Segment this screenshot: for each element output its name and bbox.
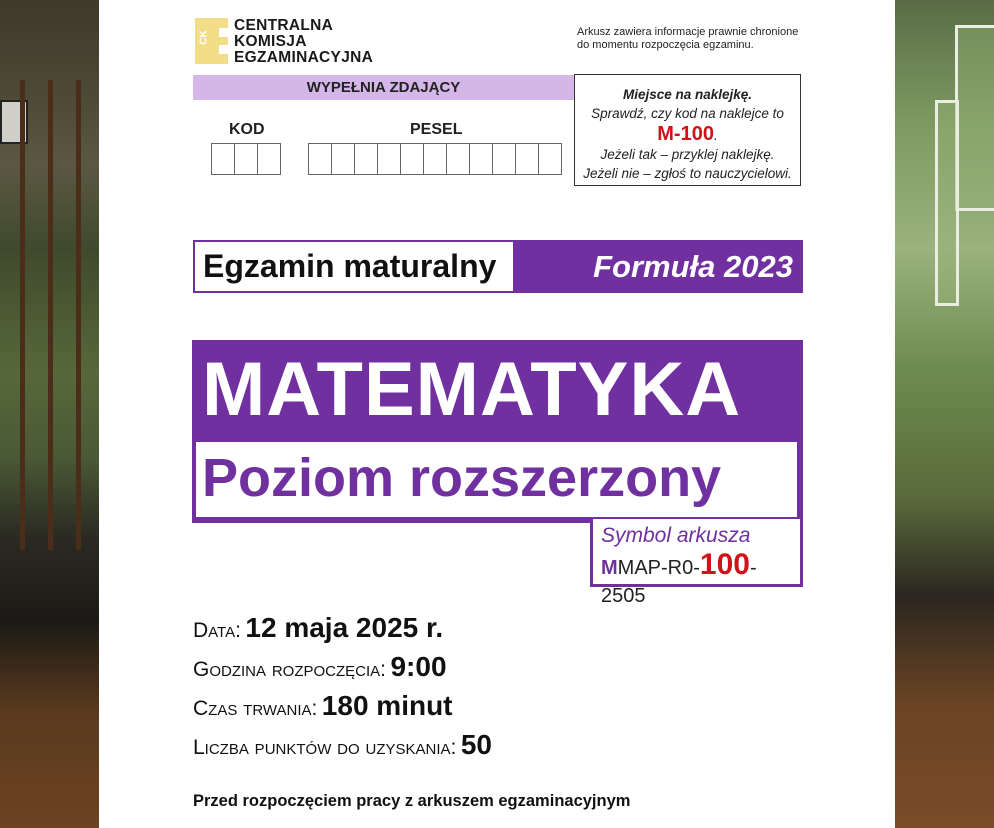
symbol-suffix: -2505 [601,557,757,607]
logo-text [234,18,373,66]
info-value: 180 minut [321,690,453,721]
cke-logo [195,18,373,66]
candidate-fill-band: WYPEŁNIA ZDAJĄCY [193,75,574,100]
pesel-box[interactable] [515,143,539,175]
sheet-symbol-code [593,548,800,610]
sticker-code-suffix: . [713,128,718,143]
pesel-box[interactable] [354,143,378,175]
info-value: 12 maja 2025 r. [245,612,444,643]
logo-mark-text: CK [198,30,210,45]
symbol-number: 100 [699,548,750,581]
logo-line: KOMISJA [234,33,307,50]
info-key: Liczba punktów do uzyskania: [193,736,457,759]
exam-cover-page [99,0,895,828]
info-value: 50 [460,729,492,760]
logo-line: EGZAMINACYJNA [234,49,374,66]
pesel-box[interactable] [331,143,355,175]
wall-bar [48,80,53,550]
legal-notice [577,26,798,52]
sticker-line: Jeżeli tak – przyklej naklejkę. [600,147,775,162]
info-key: Data: [193,619,241,642]
info-key: Godzina rozpoczęcia: [193,658,387,681]
info-duration [193,690,453,722]
wall-bar [76,80,81,550]
symbol-prefix: MAP-R0- [617,557,700,579]
subject-block [192,340,803,523]
kod-box[interactable] [211,143,235,175]
cke-logo-icon [195,18,228,64]
sheet-symbol-box [590,519,803,607]
pesel-box[interactable] [308,143,332,175]
exam-formula: Formuła 2023 [515,242,801,291]
sticker-placeholder-box [574,74,801,186]
sticker-line: Jeżeli nie – zgłoś to nauczycielowi. [583,166,792,181]
subject-level: Poziom rozszerzony [196,442,797,517]
sheet-symbol-label: Symbol arkusza [601,524,751,547]
symbol-prefix-m: M [601,557,618,579]
kod-box[interactable] [257,143,281,175]
before-start-heading: Przed rozpoczęciem pracy z arkuszem egzaminacyjnym [193,792,631,810]
sticker-title: Miejsce na naklejkę. [622,87,753,102]
sticker-code: M-100 [657,123,714,145]
pesel-box[interactable] [469,143,493,175]
pesel-box[interactable] [446,143,470,175]
info-points [193,729,492,761]
background-photo-right [895,0,994,828]
kod-box[interactable] [234,143,258,175]
logo-line: CENTRALNA [234,17,334,34]
pesel-box[interactable] [492,143,516,175]
kod-input-boxes[interactable] [211,143,280,175]
pesel-label: PESEL [410,121,463,138]
window [955,25,994,211]
window [935,100,959,306]
pesel-input-boxes[interactable] [308,143,561,175]
exam-type: Egzamin maturalny [195,242,515,291]
pesel-box[interactable] [538,143,562,175]
sticker-line: Sprawdź, czy kod na naklejce to [591,106,784,121]
info-start-time [193,651,447,683]
info-key: Czas trwania: [193,697,318,720]
pesel-box[interactable] [377,143,401,175]
background-photo-left [0,0,99,828]
pesel-box[interactable] [400,143,424,175]
wall-bar [20,80,25,550]
kod-label: KOD [229,121,265,138]
info-date [193,612,443,644]
info-value: 9:00 [390,651,447,682]
legal-line: do momentu rozpoczęcia egzaminu. [577,39,754,51]
legal-line: Arkusz zawiera informacje prawnie chronione [577,26,799,38]
pesel-box[interactable] [423,143,447,175]
exam-header [193,240,803,293]
subject-title: MATEMATYKA [202,347,742,432]
